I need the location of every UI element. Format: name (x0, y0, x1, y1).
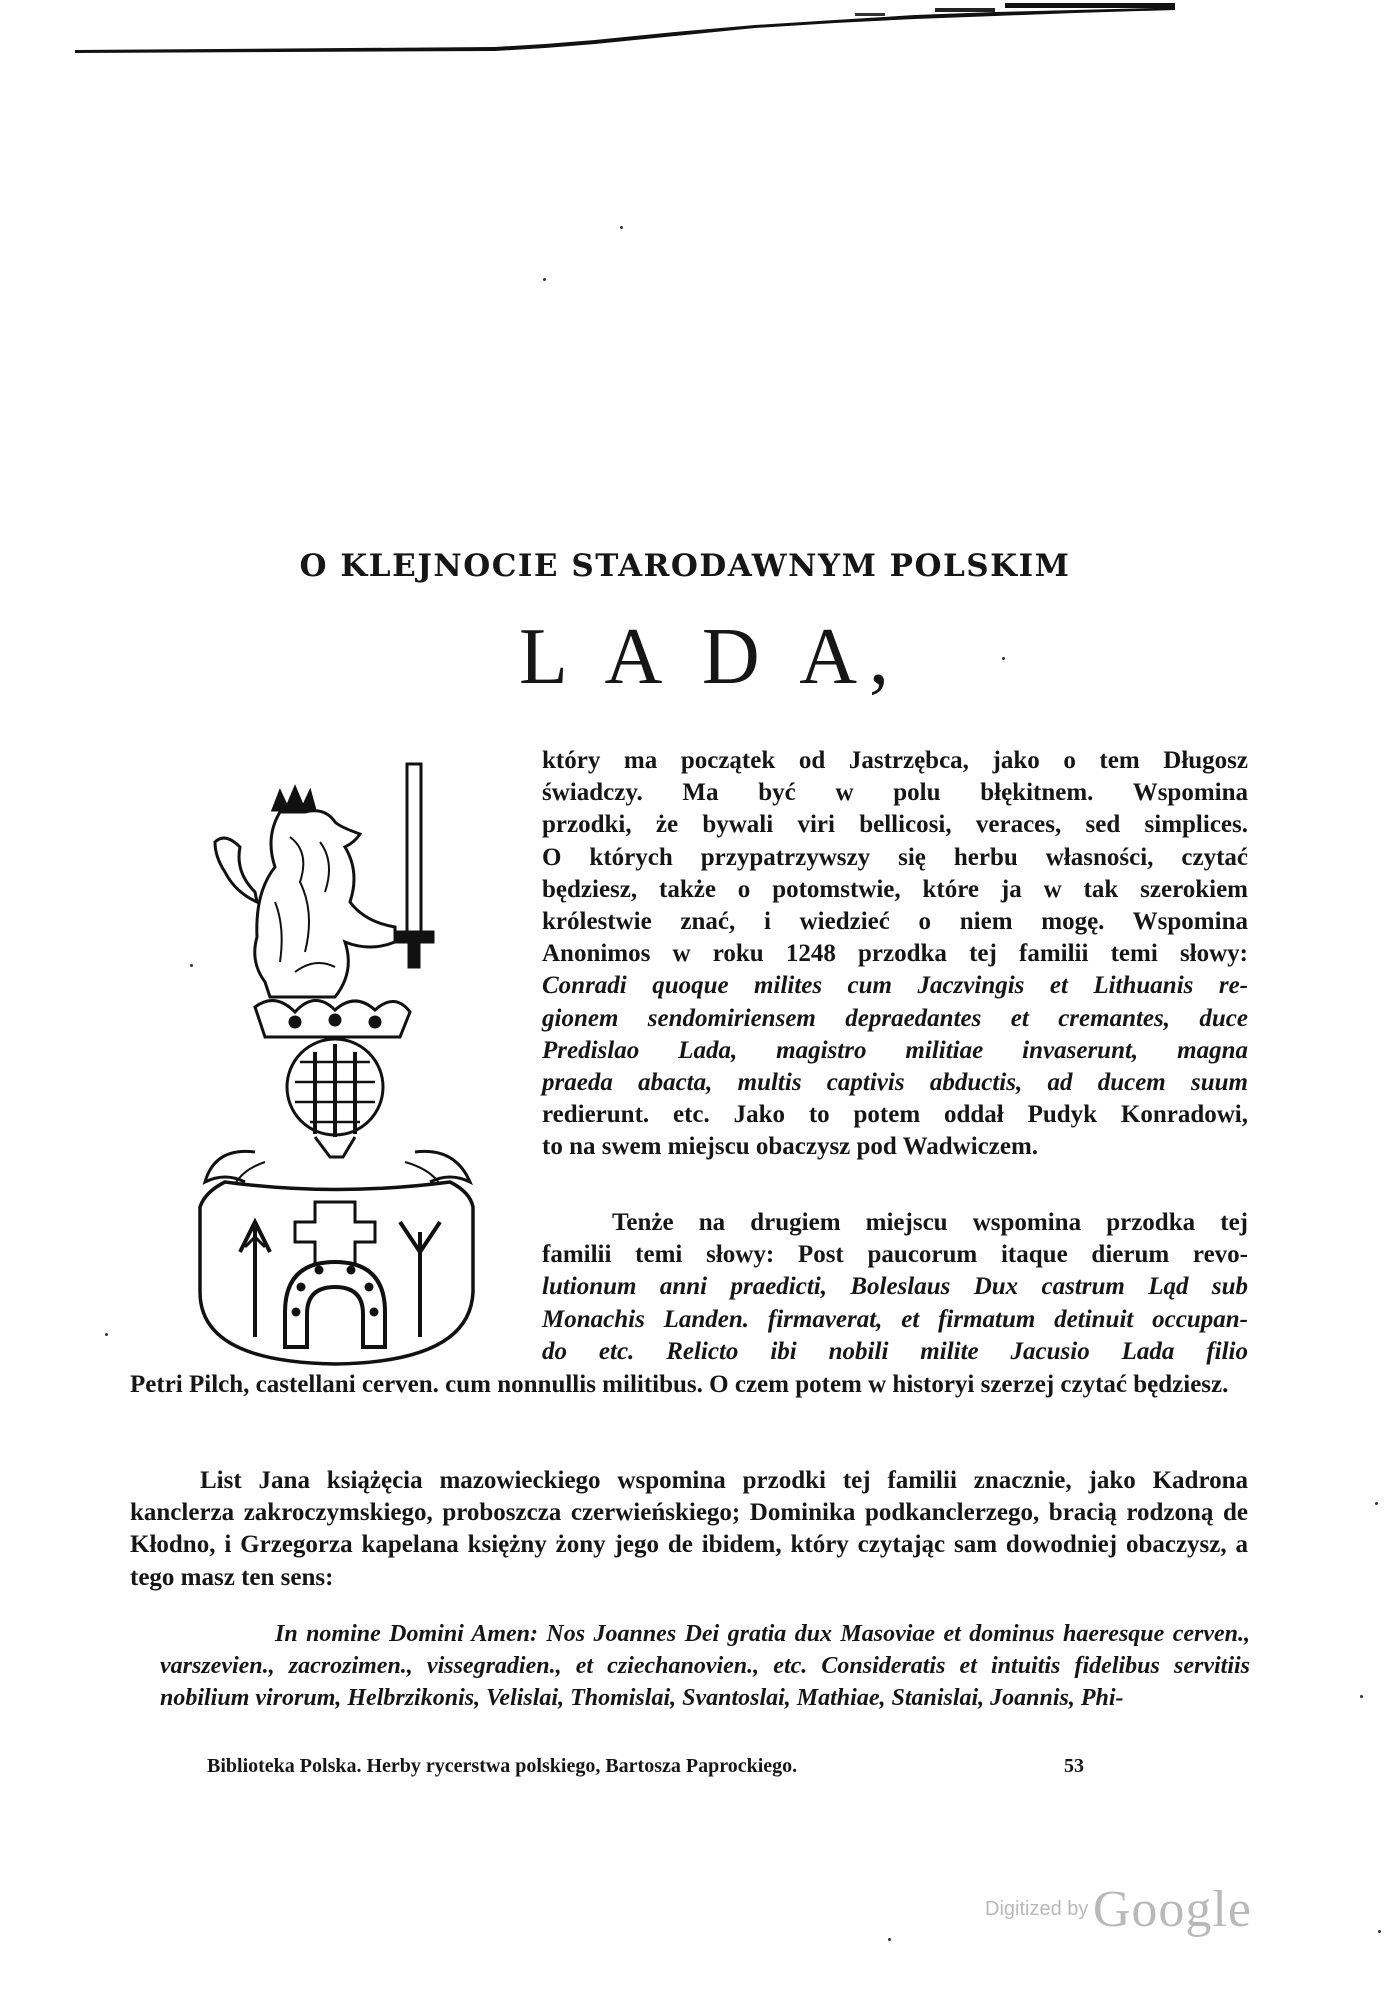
print-speck (620, 226, 623, 229)
coat-of-arms-icon (195, 752, 485, 1372)
text-line: lutionum anni praedicti, Boleslaus Dux castrum Ląd sub (542, 1273, 1248, 1301)
text-line: Anonimos w roku 1248 przodka tej familii temi słowy: (542, 940, 1248, 968)
latin-charter-quote: In nomine Domini Amen: Nos Joannes Dei gratia dux Masoviae et dominus haeresque cerven., varszevien., zacrozimen., vissegradien., et cziechanovien., etc. Consideratis et intuitis fidelibus servitiis nobilium virorum, Helbrzikonis, Velislai, Thomislai, Svantoslai, Mathiae, Stanislai, Joannis, Phi- (160, 1621, 1250, 1712)
print-speck (1375, 1502, 1378, 1505)
text-line: gionem sendomiriensem depraedantes et cremantes, duce (542, 1004, 1248, 1032)
text-line: będziesz, także o potomstwie, które ja w tak szerokiem (542, 875, 1248, 903)
print-speck (888, 1938, 891, 1941)
footer-signature: 53 (1064, 1755, 1084, 1777)
text-line: Tenże na drugiem miejscu wspomina przodka tej (612, 1209, 1248, 1236)
text-line: to na swem miejscu obaczysz pod Wadwiczem. (542, 1133, 1039, 1161)
paragraph-1 (542, 745, 1248, 1164)
digitized-watermark (985, 1880, 1252, 1939)
text-line: który ma początek od Jastrzębca, jako o tem Długosz (542, 747, 1248, 774)
text-line: redierunt. etc. Jako to potem oddał Pudyk Konradowi, (542, 1101, 1248, 1129)
text-line: familii temi słowy: Post paucorum itaque dierum revo- (542, 1241, 1248, 1269)
paragraph-2 (542, 1207, 1248, 1368)
paragraph-2-continued: Petri Pilch, castellani cerven. cum nonnullis militibus. O czem potem w historyi szerzej czytać będziesz. (130, 1371, 1229, 1398)
text-line: praeda abacta, multis captivis abductis, ad ducem suum (542, 1069, 1248, 1097)
google-logo: Google (1092, 1881, 1252, 1938)
text-line: do etc. Relicto ibi nobili milite Jacusio Lada filio (542, 1337, 1248, 1365)
text-line: świadczy. Ma być w polu błękitnem. Wspomina (542, 779, 1248, 807)
print-speck (1002, 657, 1005, 660)
print-speck (105, 1333, 108, 1336)
watermark-prefix: Digitized by (985, 1898, 1089, 1920)
text-line: królestwie znać, i wiedzieć o niem mogę. Wspomina (542, 908, 1248, 936)
footer-source: Biblioteka Polska. Herby rycerstwa polskiego, Bartosza Paprockiego. (207, 1755, 798, 1777)
paragraph-3: List Jana książęcia mazowieckiego wspomina przodki tej familii znacznie, jako Kadrona kanclerza zakroczymskiego, proboszcza czerwieńskiego; Dominika podkanclerzego, bracią rodzoną de Kłodno, i Grzegorza kapelana księżny żony jego de ibidem, który czytając sam dowodniej obaczysz, a tego masz ten sens: (130, 1467, 1248, 1591)
text-line: Conradi quoque milites cum Jaczvingis et Lithuanis re- (542, 972, 1248, 1000)
torn-top-rule (75, 0, 1185, 60)
text-line: przodki, że bywali viri bellicosi, veraces, sed simplices. (542, 811, 1248, 839)
print-speck (1378, 1930, 1381, 1933)
text-line: Predislao Lada, magistro militiae invaserunt, magna (542, 1036, 1248, 1064)
text-line: O których przypatrzywszy się herbu własności, czytać (542, 843, 1248, 871)
print-speck (190, 964, 193, 967)
text-line: Monachis Landen. firmaverat, et firmatum detinuit occupan- (542, 1305, 1248, 1333)
page-heading: O KLEJNOCIE STARODAWNYM POLSKIM (299, 548, 1071, 584)
print-speck (1360, 1695, 1363, 1698)
print-speck (543, 278, 546, 281)
crest-title: L A D A, (519, 613, 901, 701)
